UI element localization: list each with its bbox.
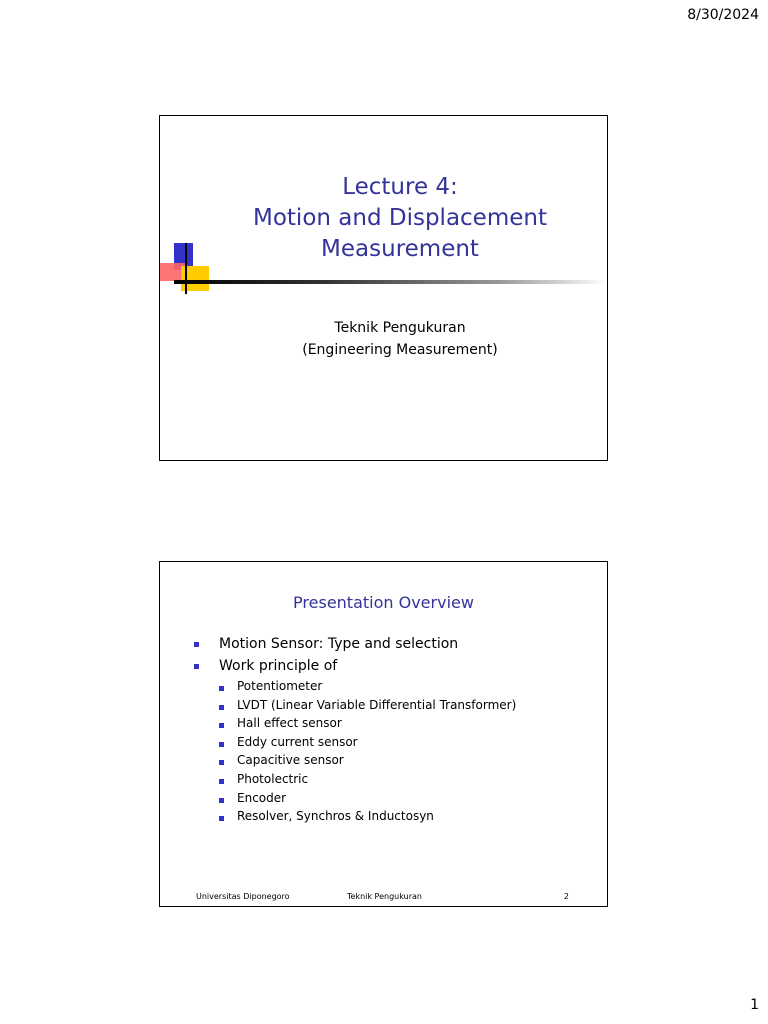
sub-bullet-text: Resolver, Synchros & Inductosyn — [237, 809, 434, 824]
sub-list-item — [219, 696, 516, 715]
title-slide — [159, 115, 608, 461]
sub-bullet-square-icon — [219, 723, 224, 728]
slide-title-line: Motion and Displacement — [253, 205, 547, 231]
sub-bullet-square-icon — [219, 686, 224, 691]
sub-bullet-text: Photolectric — [237, 771, 309, 786]
page-number: 1 — [750, 997, 759, 1013]
slide-footer-center: Teknik Pengukuran — [347, 892, 422, 901]
sub-bullet-list — [219, 677, 516, 826]
sub-list-item — [219, 733, 516, 752]
sub-bullet-square-icon — [219, 798, 224, 803]
list-item — [194, 655, 516, 826]
bullet-square-icon — [194, 642, 199, 647]
slide-title-line: Measurement — [321, 236, 479, 262]
slide-subtitle — [220, 317, 580, 361]
slide-title: Presentation Overview — [293, 593, 474, 612]
decor-gradient-rule — [174, 280, 608, 284]
sub-list-item — [219, 751, 516, 770]
sub-bullet-text: Hall effect sensor — [237, 716, 342, 731]
sub-bullet-square-icon — [219, 760, 224, 765]
sub-bullet-square-icon — [219, 742, 224, 747]
slide-footer-left: Universitas Diponegoro — [196, 892, 290, 901]
slide-title — [240, 172, 560, 265]
sub-bullet-text: Encoder — [237, 790, 287, 805]
sub-list-item — [219, 789, 516, 808]
slide-subtitle-line: (Engineering Measurement) — [302, 342, 498, 358]
list-item — [194, 633, 516, 655]
bullet-list — [194, 633, 516, 826]
sub-list-item — [219, 677, 516, 696]
sub-list-item — [219, 807, 516, 826]
sub-bullet-text: Capacitive sensor — [237, 753, 344, 768]
bullet-text: Work principle of — [219, 658, 338, 674]
slide-number: 2 — [563, 892, 569, 901]
bullet-square-icon — [194, 664, 199, 669]
sub-list-item — [219, 714, 516, 733]
slide-subtitle-line: Teknik Pengukuran — [334, 320, 466, 336]
sub-bullet-square-icon — [219, 779, 224, 784]
sub-list-item — [219, 770, 516, 789]
page-date: 8/30/2024 — [687, 7, 759, 23]
overview-slide — [159, 561, 608, 907]
sub-bullet-text: LVDT (Linear Variable Differential Transformer) — [237, 697, 517, 712]
sub-bullet-square-icon — [219, 816, 224, 821]
slide-title-line: Lecture 4: — [342, 174, 458, 200]
decor-vertical-line — [185, 243, 187, 294]
sub-bullet-text: Potentiometer — [237, 679, 323, 693]
bullet-text: Motion Sensor: Type and selection — [219, 636, 459, 652]
sub-bullet-text: Eddy current sensor — [237, 734, 358, 749]
sub-bullet-square-icon — [219, 705, 224, 710]
